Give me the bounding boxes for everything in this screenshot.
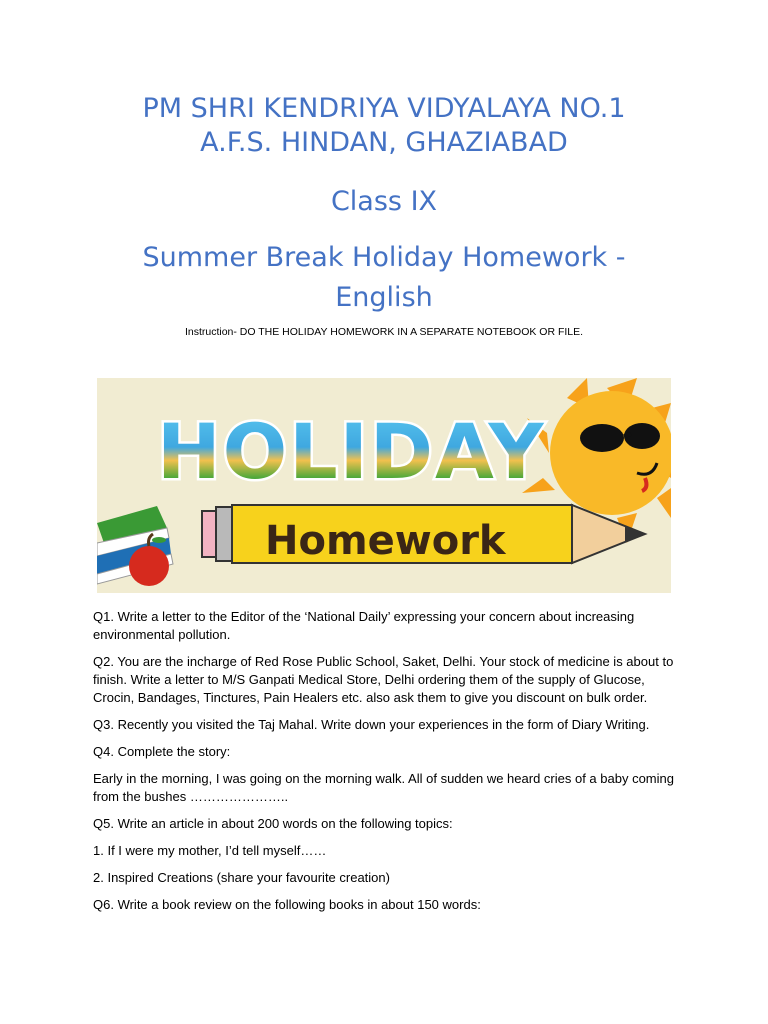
books-apple-icon bbox=[97, 506, 173, 586]
question-q1: Q1. Write a letter to the Editor of the ‘National Daily’ expressing your concern about increasing environmental pollution. bbox=[93, 609, 635, 642]
question-q2: Q2. You are the incharge of Red Rose Public School, Saket, Delhi. Your stock of medicine is about to finish. Write a letter to M/S Ganpati Medical Store, Delhi ordering them of the supply of Glucose, Crocin, Bandages, Tinctures, Pain Healers etc. also ask them to give you discount on bulk order. bbox=[93, 654, 674, 705]
banner-illustration bbox=[97, 378, 671, 593]
school-name-line1: PM SHRI KENDRIYA VIDYALAYA NO.1 bbox=[142, 93, 626, 124]
question-q3: Q3. Recently you visited the Taj Mahal. Write down your experiences in the form of Diary Writing. bbox=[93, 717, 650, 732]
article-topic-2: 2. Inspired Creations (share your favourite creation) bbox=[93, 870, 390, 885]
school-name bbox=[0, 92, 768, 160]
question-q6: Q6. Write a book review on the following books in about 150 words: bbox=[93, 897, 481, 912]
banner-word-homework: Homework bbox=[265, 518, 506, 564]
article-topic-1: 1. If I were my mother, I’d tell myself…… bbox=[93, 843, 327, 858]
page-title bbox=[0, 238, 768, 318]
page-title-line2: English bbox=[335, 282, 433, 313]
holiday-homework-banner bbox=[97, 378, 671, 593]
question-q4: Q4. Complete the story: bbox=[93, 744, 231, 759]
questions-list bbox=[93, 608, 683, 923]
instruction-text: Instruction- DO THE HOLIDAY HOMEWORK IN A SEPARATE NOTEBOOK OR FILE. bbox=[184, 326, 584, 338]
school-name-line2: A.F.S. HINDAN, GHAZIABAD bbox=[200, 127, 568, 158]
class-label: Class IX bbox=[330, 186, 438, 217]
question-q5: Q5. Write an article in about 200 words on the following topics: bbox=[93, 816, 453, 831]
page-title-line1: Summer Break Holiday Homework - bbox=[142, 242, 626, 273]
story-prompt: Early in the morning, I was going on the morning walk. All of sudden we heard cries of a baby coming from the bushes ………………….. bbox=[93, 771, 674, 804]
banner-word-holiday: HOLIDAY bbox=[157, 407, 546, 496]
